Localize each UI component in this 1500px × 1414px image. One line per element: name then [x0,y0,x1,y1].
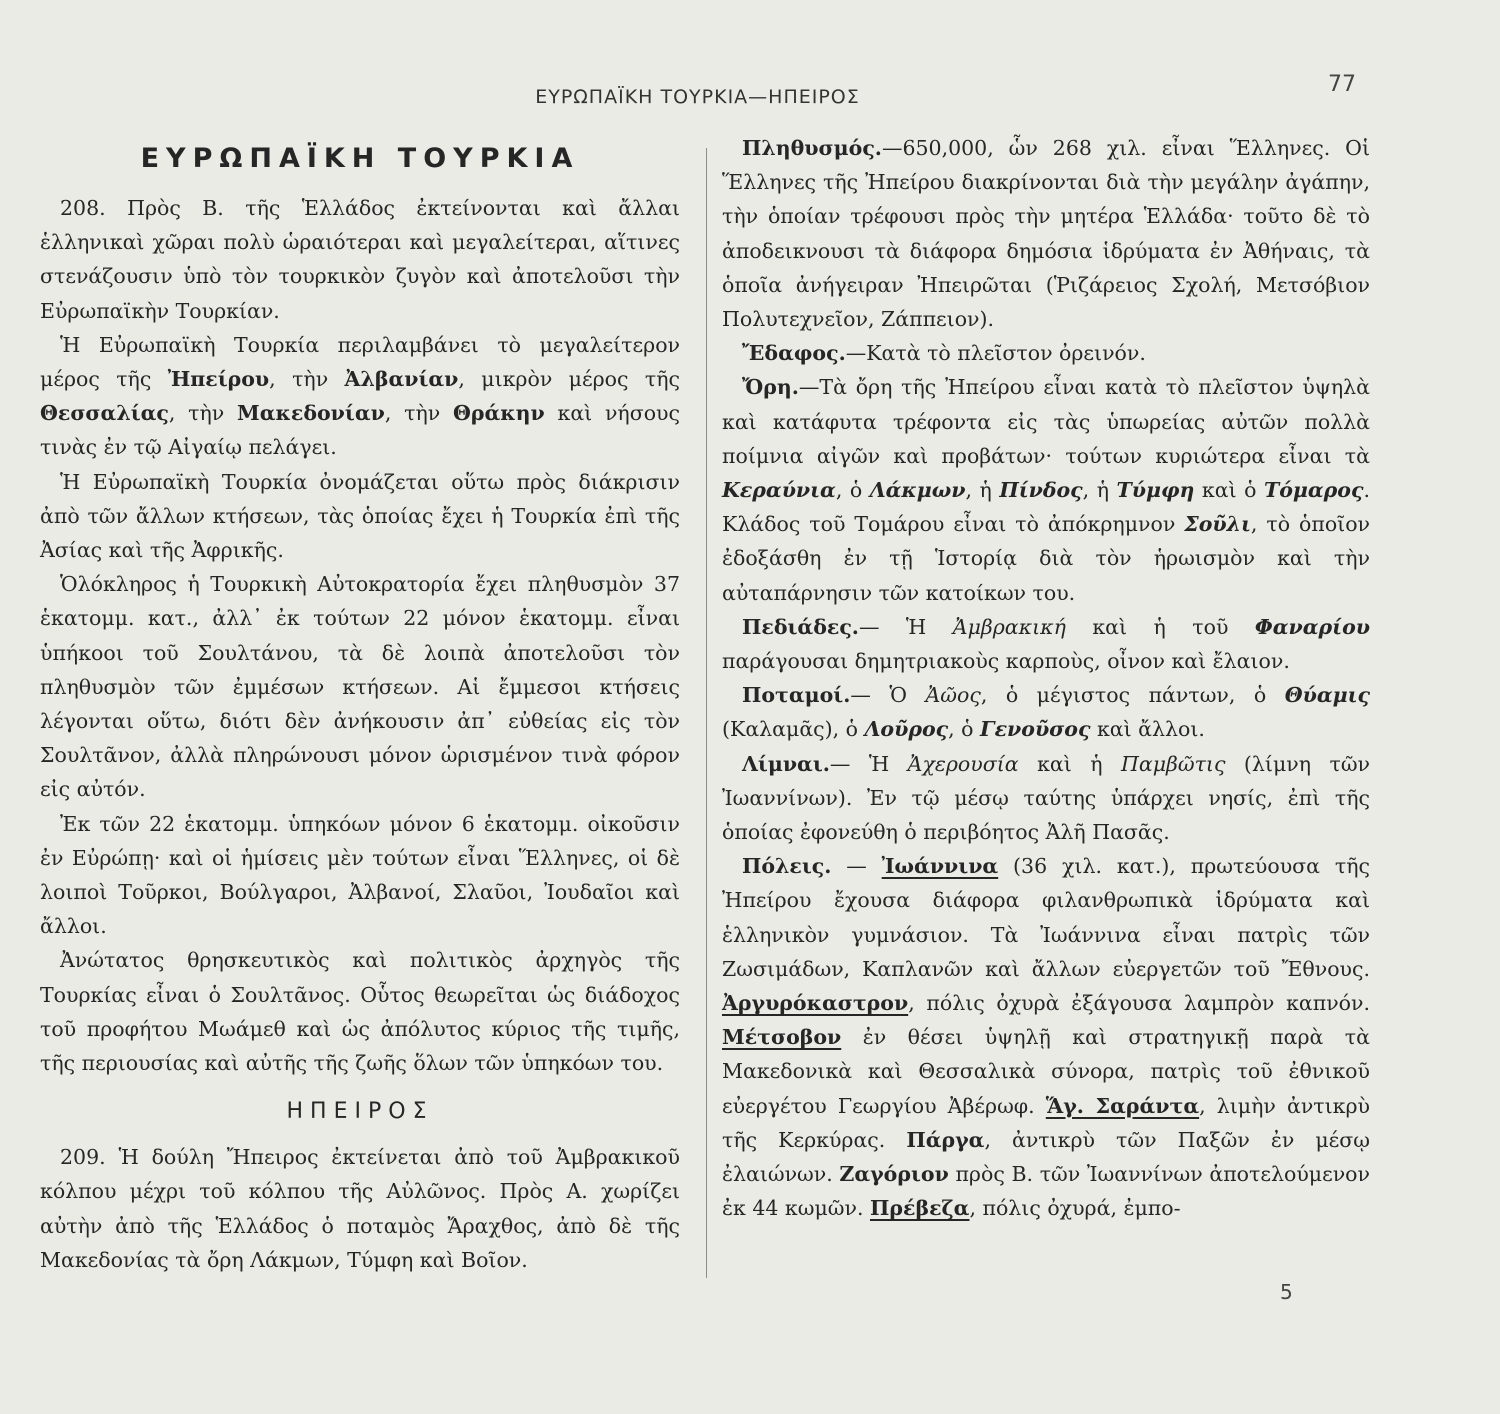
city-ioannina: Ἰωάννινα [881,854,999,879]
headword-population: Πληθυσμός. [742,136,882,160]
paragraph-population-epirus: Πληθυσμός.—650,000, ὧν 268 χιλ. εἶναι Ἕλληνες. Οἱ Ἕλληνες τῆς Ἠπείρου διακρίνονται διὰ τὴν μεγάλην ἀγάπην, τὴν ὁποίαν τρέφουσι πρὸς τὴν μητέρα Ἑλλάδα· τοῦτο δὲ τὸ ἀποδεικνουσι τὰ διάφορα δημόσια ἱδρύματα ἐν Ἀθήναις, τὰ ὁποῖα ἀνήγειραν Ἠπειρῶται (Ῥιζάρειος Σχολή, Μετσόβιον Πολυτεχνεῖον, Ζάππειον). [722,136,1370,332]
paragraph-cities: Πόλεις. — Ἰωάννινα (36 χιλ. κατ.), πρωτεύουσα τῆς Ἠπείρου ἔχουσα διάφορα φιλανθρωπικὰ ἱδρύματα καὶ ἑλληνικὸν γυμνάσιον. Τὰ Ἰωάννινα εἶναι πατρὶς τῶν Ζωσιμάδων, Καπλανῶν καὶ ἄλλων εὐεργετῶν τοῦ Ἔθνους. Ἀργυρόκαστρον, πόλις ὀχυρὰ ἐξάγουσα λαμπρὸν καπνόν. Μέτσοβον ἐν θέσει ὑψηλῇ καὶ στρατηγικῇ παρὰ τὰ Μακεδονικὰ καὶ Θεσσαλικὰ σύνορα, πατρὶς τοῦ ἐθνικοῦ εὐεργέτου Γεωργίου Ἀβέρωφ. Ἅγ. Σαράντα, λιμὴν ἀντικρὺ τῆς Κερκύρας. Πάργα, ἀντικρὺ τῶν Παξῶν ἐν μέσῳ ἐλαιώνων. Ζαγόριον πρὸς Β. τῶν Ἰωαννίνων ἀποτελούμενον ἐκ 44 κωμῶν. Πρέβεζα, πόλις ὀχυρά, ἐμπο- [722,854,1371,1221]
section-heading-european-turkey: ΕΥΡΩΠΑΪΚΗ ΤΟΥΡΚΙΑ [140,143,580,174]
city-agioi-saranta: Ἅγ. Σαράντα [1045,1093,1200,1118]
term-thessaly: Θεσσαλίας [40,401,169,426]
paragraph-208: 208. Πρὸς Β. τῆς Ἑλλάδος ἐκτείνονται καὶ ἄλλαι ἑλληνικαὶ χῶραι πολὺ ὡραιότεραι καὶ μεγαλείτεραι, αἵτινες στενάζουσιν ὑπὸ τὸν τουρκικὸν ζυγὸν καὶ ἀποτελοῦσι τὴν Εὐρωπαϊκὴν Τουρκίαν. [40,196,680,323]
running-title: ΕΥΡΩΠΑΪΚΗ ΤΟΥΡΚΙΑ—ΗΠΕΙΡΟΣ [535,86,860,108]
city-argyrokastron: Ἀργυρόκαστρον [722,991,909,1016]
paragraph-terrain: Ἔδαφος.—Κατὰ τὸ πλεῖστον ὀρεινόν. [742,341,1146,366]
city-preveza: Πρέβεζα [870,1196,970,1221]
paragraph-209: 209. Ἡ δούλη Ἤπειρος ἐκτείνεται ἀπὸ τοῦ Ἀμβρακικοῦ κόλπου μέχρι τοῦ κόλπου τῆς Αὐλῶνος. Πρὸς Α. χωρίζει αὐτὴν ἀπὸ τῆς Ἑλλάδος ὁ ποταμὸς Ἄραχθος, ἀπὸ δὲ τῆς Μακεδονίας τὰ ὄρη Λάκμων, Τύμφη καὶ Βοῖον. [40,1145,680,1272]
page-number: 77 [1328,72,1356,97]
paragraph-lakes: Λίμναι.— Ἡ Ἀχερουσία καὶ ἡ Παμβῶτις (λίμνη τῶν Ἰωαννίνων). Ἐν τῷ μέσῳ ταύτης ὑπάρχει νησίς, ἐπὶ τῆς ὁποίας ἐφονεύθη ὁ περιβόητος Ἀλῆ Πασᾶς. [722,751,1371,845]
paragraph-naming: Ἡ Εὐρωπαϊκὴ Τουρκία ὀνομάζεται οὕτω πρὸς διάκρισιν ἀπὸ τῶν ἄλλων κτήσεων, τὰς ὁποίας ἔχει ἡ Τουρκία ἐπὶ τῆς Ἀσίας καὶ τῆς Ἀφρικῆς. [40,469,680,563]
term-albania: Ἀλβανίαν [344,367,459,392]
paragraph-mountains: Ὄρη.—Τὰ ὄρη τῆς Ἠπείρου εἶναι κατὰ τὸ πλεῖστον ὑψηλὰ καὶ κατάφυτα τρέφοντα εἰς τὰς ὑπωρείας αὐτῶν πολλὰ ποίμνια αἰγῶν καὶ προβάτων· τούτων κυριώτερα εἶναι τὰ Κεραύνια, ὁ Λάκμων, ἡ Πίνδος, ἡ Τύμφη καὶ ὁ Τόμαρος. Κλάδος τοῦ Τομάρου εἶναι τὸ ἀπόκρημνον Σοῦλι, τὸ ὁποῖον ἐδοξάσθη ἐν τῇ Ἱστορίᾳ διὰ τὸν ἡρωισμὸν καὶ τὴν αὐταπάρνησιν τῶν κατοίκων του. [722,375,1371,605]
paragraph-regions: Ἡ Εὐρωπαϊκὴ Τουρκία περιλαμβάνει τὸ μεγαλείτερον μέρος τῆς Ἠπείρου, τὴν Ἀλβανίαν, μικρὸν μέρος τῆς Θεσσαλίας, τὴν Μακεδονίαν, τὴν Θράκην καὶ νήσους τινὰς ἐν τῷ Αἰγαίῳ πελάγει. [40,332,680,460]
city-parga: Πάργα [906,1127,985,1152]
section-heading-epirus: ΗΠΕΙΡΟΣ [286,1099,434,1125]
paragraph-rivers: Ποταμοί.— Ὁ Ἀῶος, ὁ μέγιστος πάντων, ὁ Θύαμις (Καλαμᾶς), ὁ Λοῦρος, ὁ Γενοῦσος καὶ ἄλλοι. [722,683,1370,742]
city-zagorion: Ζαγόριον [839,1162,949,1187]
headword-mountains: Ὄρη. [742,375,799,400]
right-column [722,131,1370,1226]
signature-mark: 5 [1280,1280,1293,1304]
headword-terrain: Ἔδαφος. [742,341,846,366]
headword-plains: Πεδιάδες. [742,614,859,639]
headword-cities: Πόλεις. [742,854,832,879]
term-thrace: Θράκην [452,401,545,426]
paragraph-subjects: Ἐκ τῶν 22 ἑκατομμ. ὑπηκόων μόνον 6 ἑκατομμ. οἰκοῦσιν ἐν Εὐρώπῃ· καὶ οἱ ἡμίσεις μὲν τούτων εἶναι Ἕλληνες, οἱ δὲ λοιποὶ Τοῦρκοι, Βούλγαροι, Ἀλβανοί, Σλαῦοι, Ἰουδαῖοι καὶ ἄλλοι. [40,811,680,939]
term-macedonia: Μακεδονίαν [237,401,385,426]
headword-rivers: Ποταμοί. [742,683,851,708]
term-epirus: Ἠπείρου [167,367,270,392]
paragraph-population: Ὁλόκληρος ἡ Τουρκικὴ Αὐτοκρατορία ἔχει πληθυσμὸν 37 ἑκατομμ. κατ., ἀλλ᾽ ἐκ τούτων 22 μόνον ἑκατομμ. εἶναι ὑπήκοοι τοῦ Σουλτάνου, τὰ δὲ λοιπὰ ἀποτελοῦσι τὸν πληθυσμὸν τῶν ἐμμέσων κτήσεων. Αἱ ἔμμεσοι κτήσεις λέγονται οὕτω, διότι δὲν ἀνήκουσιν ἀπ᾽ εὐθείας εἰς τὸν Σουλτᾶνον, ἀλλὰ πληρώνουσι μόνον ὡρισμένον τινὰ φόρον εἰς αὐτόν. [40,572,680,802]
headword-lakes: Λίμναι. [742,751,830,776]
city-metsovon: Μέτσοβον [722,1025,842,1050]
left-column [40,135,680,1277]
paragraph-sultan: Ἀνώτατος θρησκευτικὸς καὶ πολιτικὸς ἀρχηγὸς τῆς Τουρκίας εἶναι ὁ Σουλτᾶνος. Οὗτος θεωρεῖται ὡς διάδοχος τοῦ προφήτου Μωάμεθ καὶ ὡς ἀπόλυτος κύριος τῆς τιμῆς, τῆς περιουσίας καὶ αὐτῆς τῆς ζωῆς ὅλων τῶν ὑπηκόων του. [40,948,680,1076]
paragraph-plains: Πεδιάδες.— Ἡ Ἀμβρακική καὶ ἡ τοῦ Φαναρίου παράγουσαι δημητριακοὺς καρποὺς, οἶνον καὶ ἔλαιον. [722,614,1371,674]
column-divider [706,148,707,1278]
